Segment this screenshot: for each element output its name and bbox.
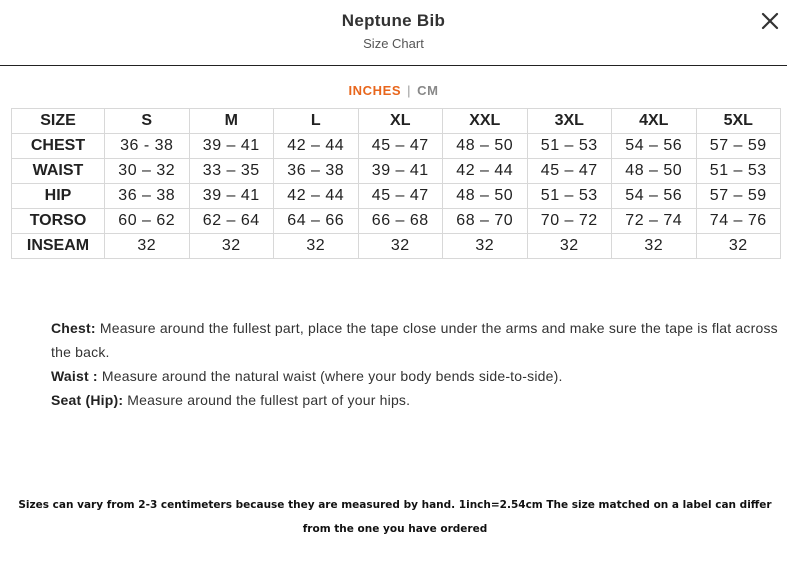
measurement-value: 32: [612, 234, 697, 259]
size-header: 3XL: [527, 109, 612, 134]
table-header-row: [12, 109, 781, 134]
measurement-value: 48 – 50: [443, 184, 528, 209]
measurement-value: 48 – 50: [443, 134, 528, 159]
measurement-value: 32: [443, 234, 528, 259]
measurement-value: 57 – 59: [696, 134, 781, 159]
measurement-value: 66 – 68: [358, 209, 443, 234]
measurement-value: 74 – 76: [696, 209, 781, 234]
size-header: 5XL: [696, 109, 781, 134]
size-chart-subtitle: Size Chart: [363, 36, 424, 51]
measurement-value: 32: [696, 234, 781, 259]
seat-note-label: Seat (Hip):: [51, 392, 124, 408]
chest-note: [51, 316, 781, 364]
measurement-value: 36 – 38: [105, 184, 190, 209]
measurement-value: 72 – 74: [612, 209, 697, 234]
measurement-value: 70 – 72: [527, 209, 612, 234]
measurement-value: 54 – 56: [612, 184, 697, 209]
measurement-value: 32: [527, 234, 612, 259]
product-title: Neptune Bib: [341, 11, 446, 30]
measurement-notes: [51, 316, 781, 412]
measurement-label: INSEAM: [12, 234, 105, 259]
measurement-value: 51 – 53: [696, 159, 781, 184]
measurement-value: 54 – 56: [612, 134, 697, 159]
size-header: XL: [358, 109, 443, 134]
close-icon: [759, 10, 781, 32]
measurement-value: 60 – 62: [105, 209, 190, 234]
size-header: 4XL: [612, 109, 697, 134]
measurement-value: 36 – 38: [274, 159, 359, 184]
measurement-value: 42 – 44: [443, 159, 528, 184]
unit-inches-tab[interactable]: INCHES: [348, 83, 402, 98]
waist-note-label: Waist :: [51, 368, 98, 384]
close-button[interactable]: [759, 10, 781, 32]
measurement-value: 45 – 47: [358, 184, 443, 209]
measurement-value: 57 – 59: [696, 184, 781, 209]
measurement-value: 64 – 66: [274, 209, 359, 234]
measurement-value: 39 – 41: [358, 159, 443, 184]
measurement-value: 42 – 44: [274, 184, 359, 209]
chest-note-text: Measure around the fullest part, place the tape close under the arms and make sure the tape is flat across the back.: [51, 320, 778, 360]
size-header: M: [189, 109, 274, 134]
unit-toggle: [0, 83, 787, 98]
size-header: S: [105, 109, 190, 134]
size-header: L: [274, 109, 359, 134]
measurement-value: 51 – 53: [527, 184, 612, 209]
measurement-value: 62 – 64: [189, 209, 274, 234]
table-row: [12, 184, 781, 209]
measurement-value: 45 – 47: [358, 134, 443, 159]
seat-note-text: Measure around the fullest part of your hips.: [123, 392, 411, 408]
size-chart-table: [11, 108, 781, 259]
modal-header: [0, 0, 787, 66]
measurement-value: 68 – 70: [443, 209, 528, 234]
measurement-value: 42 – 44: [274, 134, 359, 159]
measurement-value: 51 – 53: [527, 134, 612, 159]
table-row: [12, 159, 781, 184]
size-header: XXL: [443, 109, 528, 134]
table-row: [12, 209, 781, 234]
seat-note: [51, 388, 781, 412]
measurement-label: HIP: [12, 184, 105, 209]
table-corner-cell: SIZE: [12, 109, 105, 134]
measurement-label: TORSO: [12, 209, 105, 234]
measurement-value: 45 – 47: [527, 159, 612, 184]
measurement-value: 30 – 32: [105, 159, 190, 184]
waist-note: [51, 364, 781, 388]
measurement-value: 48 – 50: [612, 159, 697, 184]
table-row: [12, 234, 781, 259]
measurement-value: 36 - 38: [105, 134, 190, 159]
sizing-disclaimer: Sizes can vary from 2-3 centimeters because they are measured by hand. 1inch=2.54cm The size matched on a label can differ from the one you have ordered: [18, 499, 772, 535]
unit-separator: |: [407, 83, 412, 98]
measurement-value: 39 – 41: [189, 184, 274, 209]
waist-note-text: Measure around the natural waist (where your body bends side-to-side).: [97, 368, 563, 384]
table-row: [12, 134, 781, 159]
measurement-value: 32: [105, 234, 190, 259]
measurement-value: 39 – 41: [189, 134, 274, 159]
measurement-value: 32: [358, 234, 443, 259]
unit-cm-tab[interactable]: CM: [417, 83, 439, 98]
measurement-label: WAIST: [12, 159, 105, 184]
measurement-value: 32: [274, 234, 359, 259]
measurement-value: 32: [189, 234, 274, 259]
measurement-label: CHEST: [12, 134, 105, 159]
chest-note-label: Chest:: [51, 320, 96, 336]
measurement-value: 33 – 35: [189, 159, 274, 184]
